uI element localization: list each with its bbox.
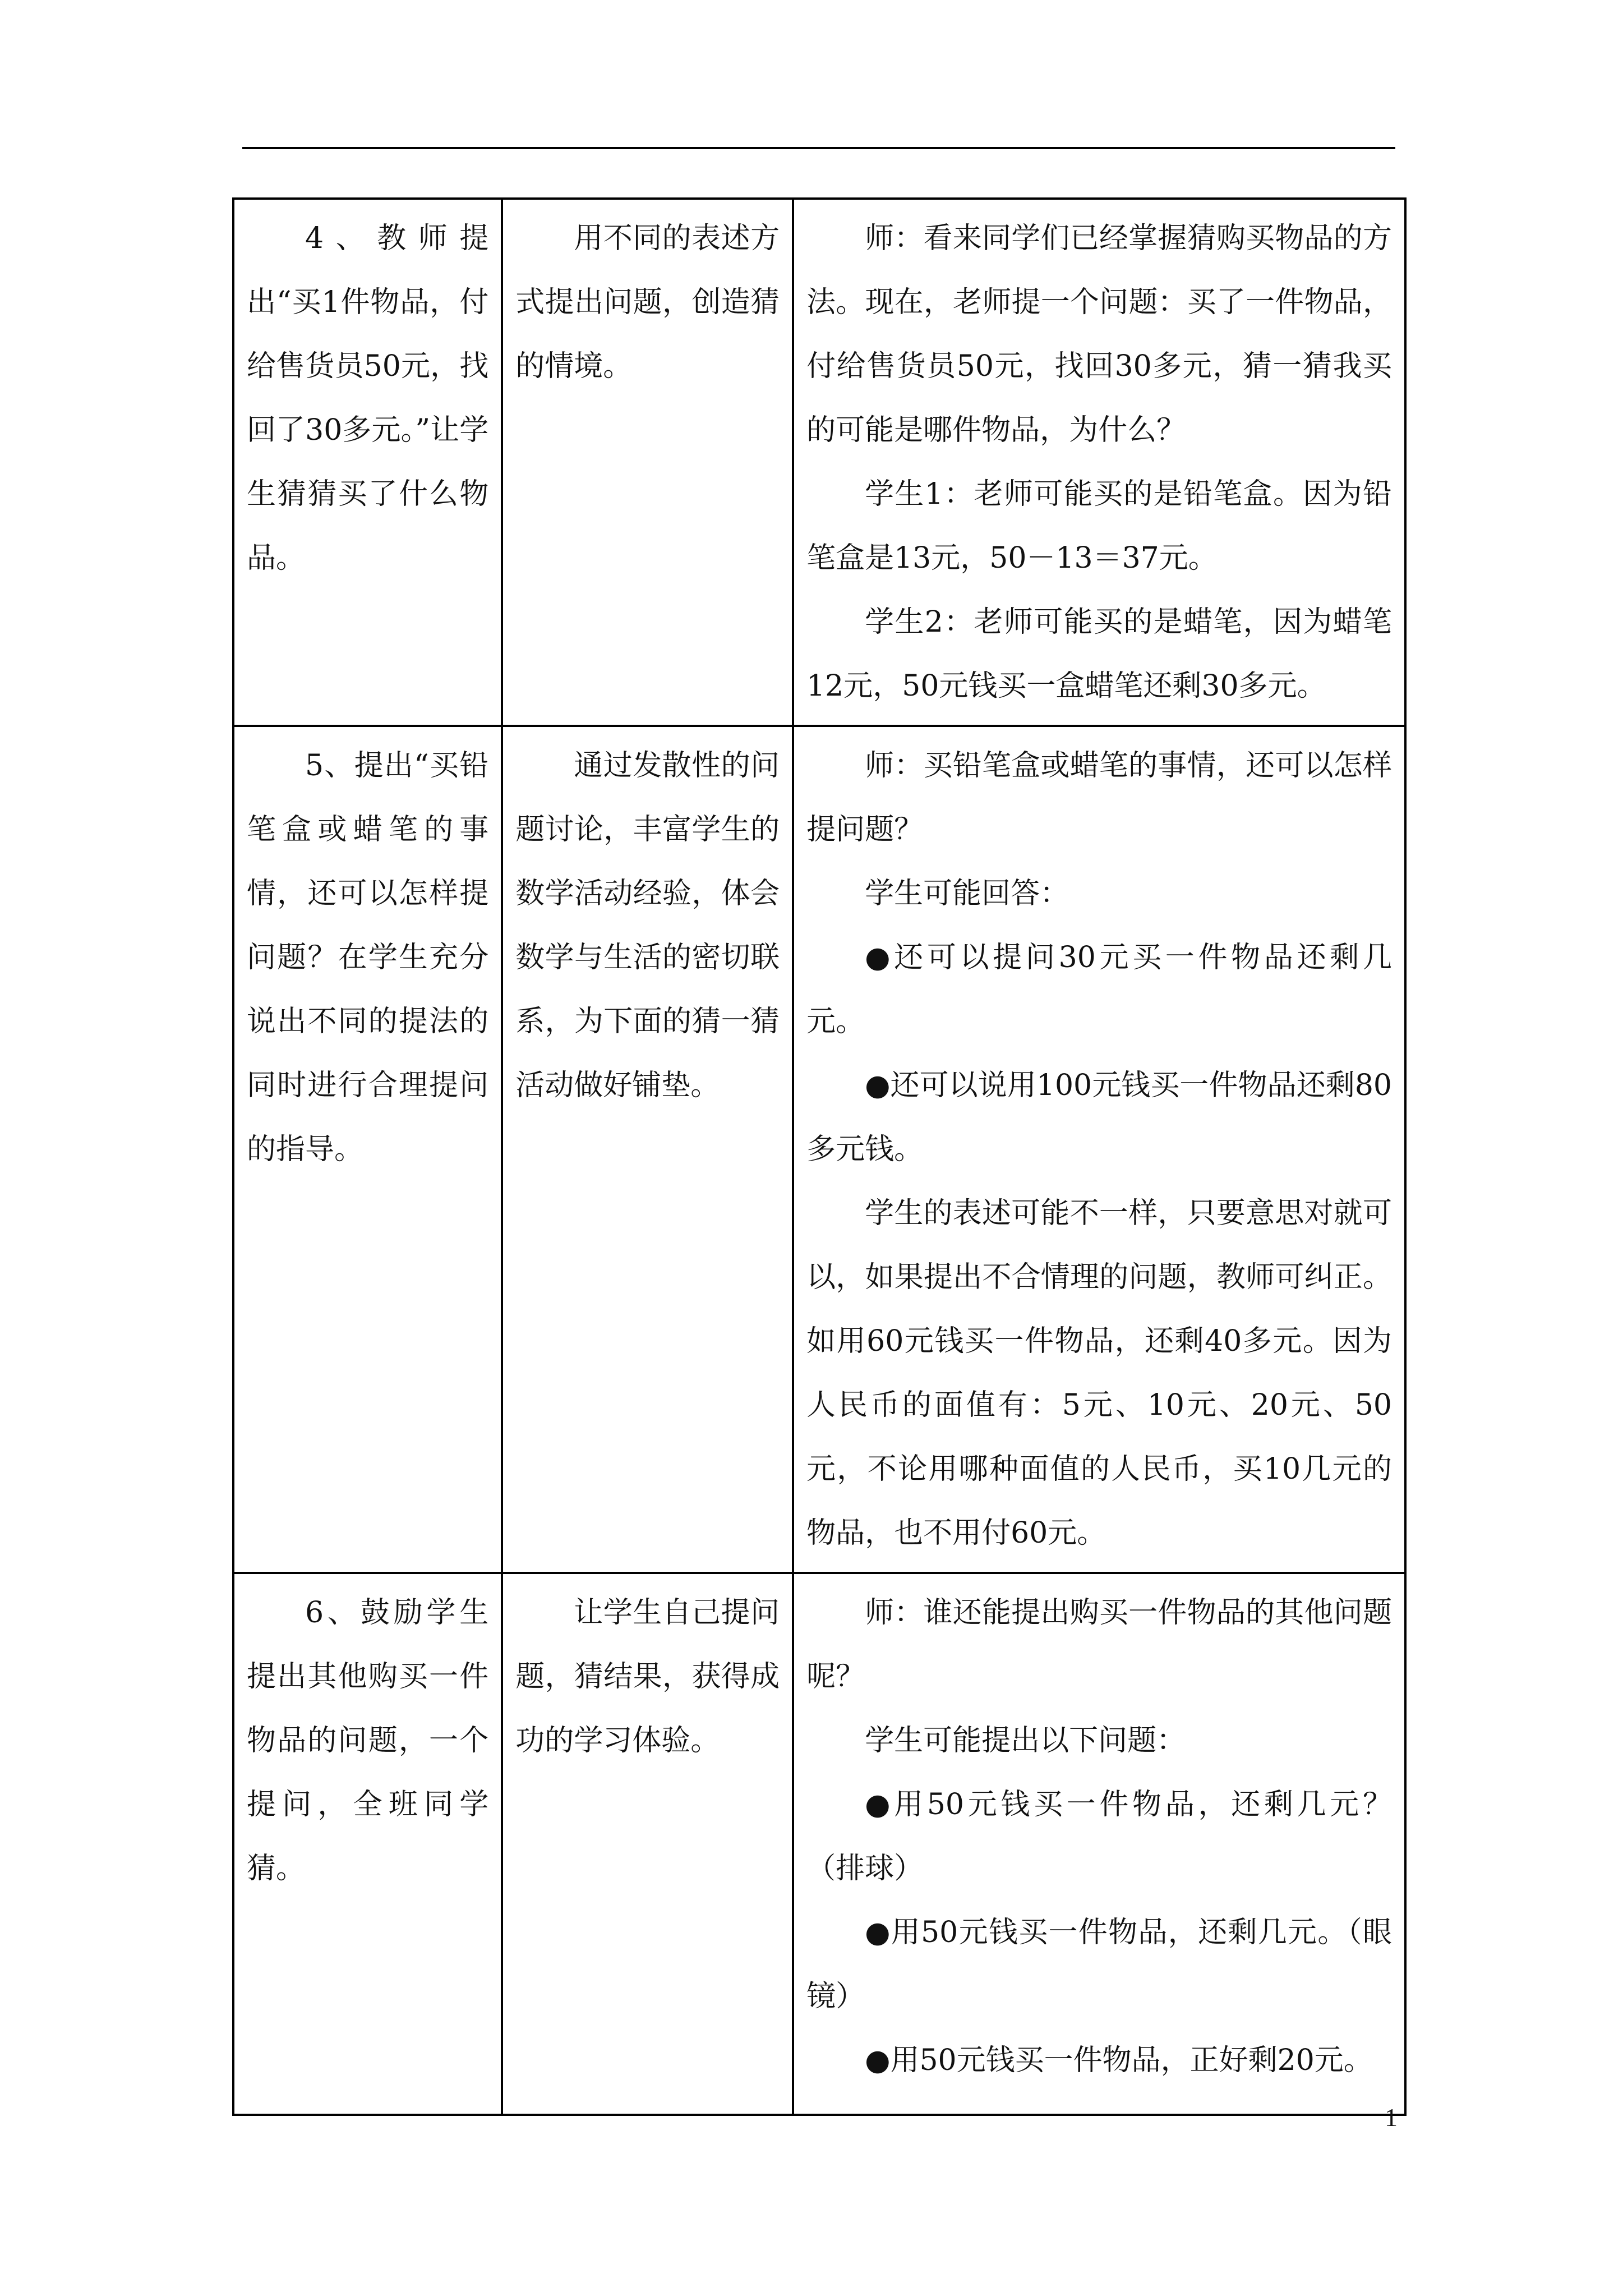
process-paragraph: ●还可以说用100元钱买一件物品还剩80多元钱。 [806, 1069, 1392, 1166]
intent-cell [502, 1573, 793, 2115]
process-paragraph: 师：看来同学们已经掌握猜购买物品的方法。现在，老师提一个问题：买了一件物品，付给售货员50元，找回30多元，猜一猜我买的可能是哪件物品，为什么？ [806, 222, 1392, 447]
intent-text: 让学生自己提问题，猜结果，获得成功的学习体验。 [515, 1596, 780, 1757]
process-cell [793, 199, 1405, 726]
process-paragraph: 学生的表述可能不一样，只要意思对就可以，如果提出不合情理的问题，教师可纠正。如用60元钱买一件物品，还剩40多元。因为人民币的面值有：5元、10元、20元、50元，不论用哪种面值的人民币，买10几元的物品，也不用付60元。 [806, 1197, 1392, 1550]
step-cell [233, 1573, 502, 2115]
intent-text: 通过发散性的问题讨论，丰富学生的数学活动经验，体会数学与生活的密切联系，为下面的猜一猜活动做好铺垫。 [515, 749, 780, 1102]
step-text: 6、鼓励学生提出其他购买一件物品的问题，一个提问，全班同学猜。 [247, 1596, 489, 1885]
table-row [233, 726, 1405, 1573]
table-row [233, 199, 1405, 726]
process-paragraph: ●用50元钱买一件物品，还剩几元。（眼镜） [806, 1916, 1392, 2013]
intent-cell [502, 199, 793, 726]
process-paragraph: 师：买铅笔盒或蜡笔的事情，还可以怎样提问题？ [806, 749, 1392, 846]
step-text: 4、教师提出“买1件物品，付给售货员50元，找回了30多元。”让学生猜猜买了什么物品。 [247, 222, 489, 575]
process-paragraph: 学生可能提出以下问题： [865, 1724, 1186, 1757]
intent-cell [502, 726, 793, 1573]
process-paragraph: ●用50元钱买一件物品，正好剩20元。 [865, 2044, 1373, 2077]
header-rule [242, 147, 1395, 149]
process-paragraph: ●用50元钱买一件物品，还剩几元？（排球） [806, 1788, 1392, 1885]
process-cell [793, 726, 1405, 1573]
intent-text: 用不同的表述方式提出问题，创造猜的情境。 [515, 222, 780, 383]
process-paragraph: 师：谁还能提出购买一件物品的其他问题呢？ [806, 1596, 1392, 1694]
process-paragraph: 学生1：老师可能买的是铅笔盒。因为铅笔盒是13元，50－13＝37元。 [806, 477, 1392, 575]
process-paragraph: 学生可能回答： [865, 877, 1069, 910]
lesson-table [232, 197, 1407, 2116]
step-cell [233, 726, 502, 1573]
process-paragraph: ●还可以提问30元买一件物品还剩几元。 [806, 941, 1392, 1038]
page-number: 1 [1385, 2103, 1398, 2132]
step-text: 5、提出“买铅笔盒或蜡笔的事情，还可以怎样提问题？在学生充分说出不同的提法的同时进行合理提问的指导。 [247, 749, 489, 1166]
table-row [233, 1573, 1405, 2115]
process-cell [793, 1573, 1405, 2115]
process-paragraph: 学生2：老师可能买的是蜡笔，因为蜡笔12元，50元钱买一盒蜡笔还剩30多元。 [806, 605, 1392, 703]
step-cell [233, 199, 502, 726]
